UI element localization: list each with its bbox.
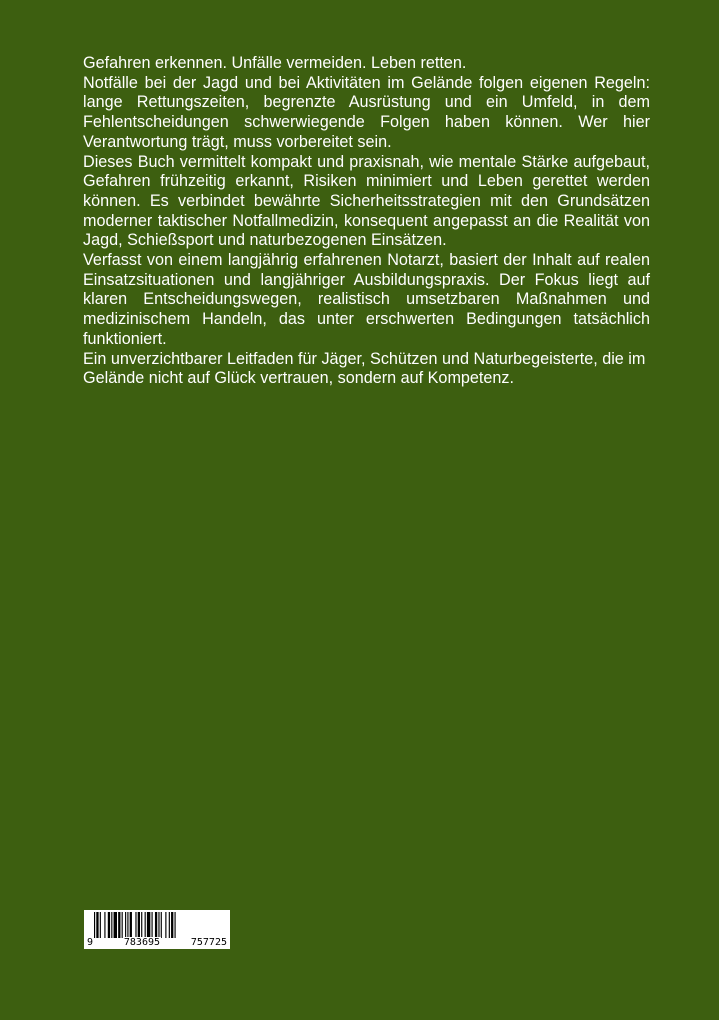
barcode-bar bbox=[111, 912, 112, 938]
barcode-bar bbox=[169, 912, 170, 938]
barcode-bar bbox=[127, 912, 128, 938]
paragraph-author: Verfasst von einem langjährig erfahrenen Notarzt, basiert der Inhalt auf realen Einsatzsituationen und langjähriger Ausbildungspraxis. Der Fokus liegt auf klaren Entscheidungswegen, realistisch umsetzbaren Maßnahmen und medizinischem Handeln, das unter erschwerten Bedingungen tatsächlich funktioniert. bbox=[83, 251, 650, 348]
barcode-bar bbox=[135, 912, 136, 938]
paragraph-intro: Notfälle bei der Jagd und bei Aktivitäten im Gelände folgen eigenen Regeln: lange Rettungszeiten, begrenzte Ausrüstung und ein Umfeld, in dem Fehlentscheidungen schwerwiegende Folgen haben können. Wer hier Verantwortung trägt, muss vorbereitet sein. bbox=[83, 73, 650, 151]
barcode-bar bbox=[161, 912, 162, 938]
barcode-bar bbox=[138, 912, 140, 938]
barcode-bar bbox=[141, 912, 142, 938]
barcode-bar bbox=[130, 912, 132, 938]
barcode-bar bbox=[147, 912, 150, 938]
barcode-bar bbox=[114, 912, 117, 938]
barcode-right-digits: 757725 bbox=[190, 937, 227, 948]
barcode-bar bbox=[118, 912, 120, 938]
back-cover-text bbox=[83, 54, 650, 389]
barcode-left-digits: 783695 bbox=[123, 937, 161, 948]
barcode-bar bbox=[165, 912, 166, 938]
barcode-bar bbox=[155, 912, 157, 938]
tagline: Gefahren erkennen. Unfälle vermeiden. Leben retten. bbox=[83, 54, 467, 72]
barcode-bar bbox=[145, 912, 146, 938]
barcode-bar bbox=[108, 912, 110, 938]
barcode-bar bbox=[175, 912, 176, 938]
barcode-bar bbox=[158, 912, 159, 938]
barcode-bar bbox=[152, 912, 153, 938]
paragraph-content: Dieses Buch vermittelt kompakt und praxisnah, wie mentale Stärke aufgebaut, Gefahren frühzeitig erkannt, Risiken minimiert und Leben gerettet werden können. Es verbindet bewährte Sicherheitsstrategien mit den Grundsätzen moderner taktischer Notfallmedizin, konsequent angepasst an die Realität von Jagd, Schießsport und naturbezogenen Einsätzen. bbox=[83, 152, 650, 250]
isbn-barcode bbox=[84, 910, 230, 949]
barcode-digits bbox=[86, 937, 228, 948]
barcode-bar bbox=[100, 912, 101, 938]
barcode-bar bbox=[94, 912, 95, 938]
barcode-prefix-digit: 9 bbox=[87, 937, 94, 948]
barcode-bar bbox=[171, 912, 173, 938]
barcode-bar bbox=[96, 912, 98, 938]
paragraph-closing: Ein unverzichtbarer Leitfaden für Jäger, Schützen und Naturbegeisterte, die im Gelände nicht auf Glück vertrauen, sondern auf Kompetenz. bbox=[83, 349, 646, 388]
barcode-bar bbox=[104, 912, 105, 938]
barcode-bar bbox=[122, 912, 123, 938]
barcode-bar bbox=[125, 912, 126, 938]
